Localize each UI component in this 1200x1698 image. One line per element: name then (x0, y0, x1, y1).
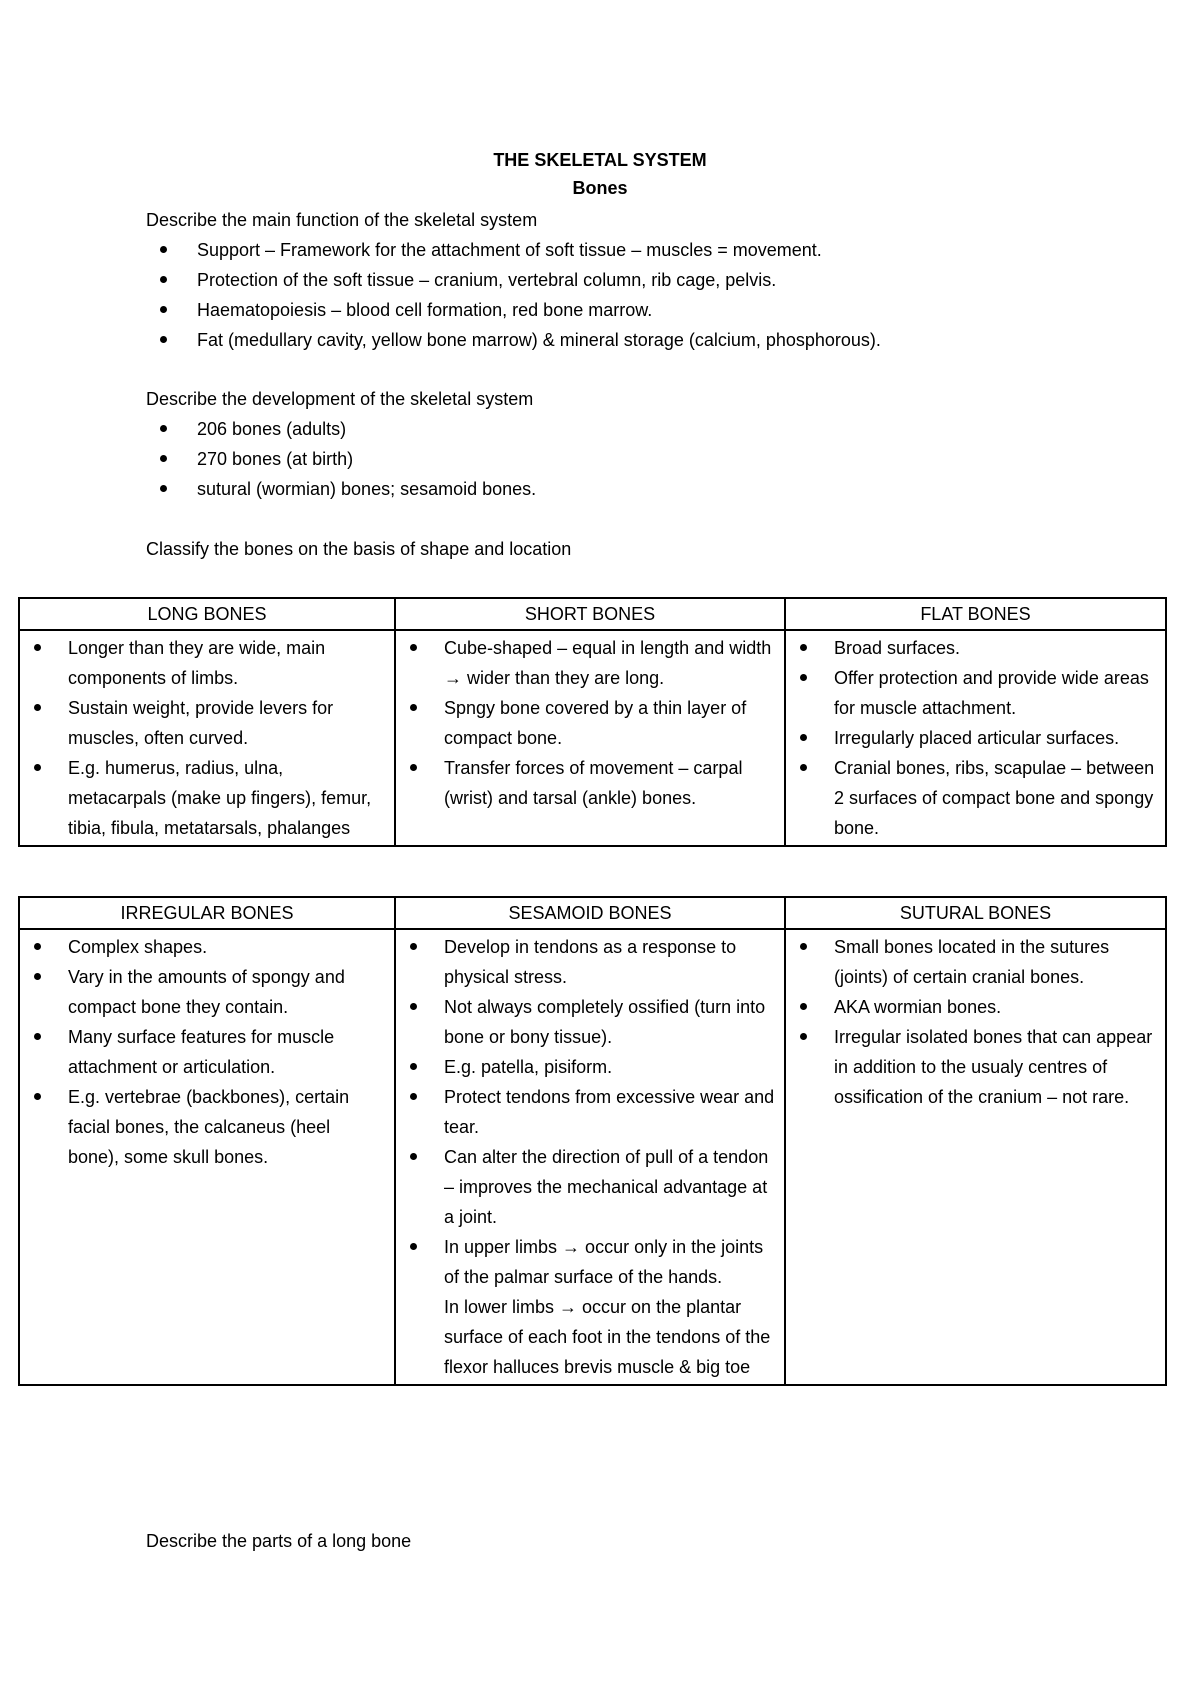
list-item: Longer than they are wide, main components of limbs. (20, 633, 386, 693)
list-item: 206 bones (adults) (146, 414, 1146, 444)
flat-bones-cell (785, 630, 1166, 846)
list-item: Offer protection and provide wide areas for muscle attachment. (786, 663, 1157, 723)
list-item: Cube-shaped – equal in length and width → wider than they are long. (396, 633, 776, 693)
page-subtitle: Bones (572, 178, 628, 198)
list-item: Haematopoiesis – blood cell formation, red bone marrow. (146, 295, 1146, 325)
header-flat-bones: FLAT BONES (785, 598, 1166, 630)
list-item: Vary in the amounts of spongy and compact bone they contain. (20, 962, 386, 1022)
header-sesamoid-bones: SESAMOID BONES (395, 897, 785, 929)
list-item: Broad surfaces. (786, 633, 1157, 663)
list-item: sutural (wormian) bones; sesamoid bones. (146, 474, 1146, 504)
list-item: Protect tendons from excessive wear and tear. (396, 1082, 776, 1142)
list-item: Small bones located in the sutures (joints) of certain cranial bones. (786, 932, 1157, 992)
irregular-bones-cell (19, 929, 395, 1385)
list-item: Spngy bone covered by a thin layer of compact bone. (396, 693, 776, 753)
sutural-bones-cell (785, 929, 1166, 1385)
list-item: 270 bones (at birth) (146, 444, 1146, 474)
function-list (146, 235, 1146, 355)
function-section (146, 205, 1146, 355)
bone-table-2 (18, 896, 1167, 1386)
header-short-bones: SHORT BONES (395, 598, 785, 630)
list-item: Transfer forces of movement – carpal (wrist) and tarsal (ankle) bones. (396, 753, 776, 813)
classify-question: Classify the bones on the basis of shape and location (146, 539, 572, 559)
header-sutural-bones: SUTURAL BONES (785, 897, 1166, 929)
short-bones-cell (395, 630, 785, 846)
sesamoid-bones-cell (395, 929, 785, 1385)
list-item-continuation: In lower limbs → occur on the plantar surface of each foot in the tendons of the flexor halluces brevis muscle & big toe (444, 1297, 771, 1377)
list-item: Not always completely ossified (turn into bone or bony tissue). (396, 992, 776, 1052)
classify-section (146, 534, 1146, 564)
function-question: Describe the main function of the skeletal system (146, 210, 538, 230)
list-item: AKA wormian bones. (786, 992, 1157, 1022)
list-item: Can alter the direction of pull of a tendon – improves the mechanical advantage at a joint. (396, 1142, 776, 1232)
long-bone-section (146, 1526, 1146, 1556)
list-item: In upper limbs → occur only in the joints of the palmar surface of the hands. (396, 1232, 776, 1292)
list-item: Develop in tendons as a response to physical stress. (396, 932, 776, 992)
bone-table-1 (18, 597, 1167, 847)
list-item: Many surface features for muscle attachment or articulation. (20, 1022, 386, 1082)
header-long-bones: LONG BONES (19, 598, 395, 630)
list-item: Fat (medullary cavity, yellow bone marrow) & mineral storage (calcium, phosphorous). (146, 325, 1146, 355)
list-item: Cranial bones, ribs, scapulae – between 2 surfaces of compact bone and spongy bone. (786, 753, 1157, 843)
list-item: Irregular isolated bones that can appear in addition to the usualy centres of ossification of the cranium – not rare. (786, 1022, 1157, 1112)
list-item: Complex shapes. (20, 932, 386, 962)
list-item: Sustain weight, provide levers for muscles, often curved. (20, 693, 386, 753)
development-list (146, 414, 1146, 504)
list-item: E.g. patella, pisiform. (396, 1052, 776, 1082)
list-item: Support – Framework for the attachment of soft tissue – muscles = movement. (146, 235, 1146, 265)
header-irregular-bones: IRREGULAR BONES (19, 897, 395, 929)
list-item: Irregularly placed articular surfaces. (786, 723, 1157, 753)
list-item: Protection of the soft tissue – cranium, vertebral column, rib cage, pelvis. (146, 265, 1146, 295)
long-bones-cell (19, 630, 395, 846)
long-bone-question: Describe the parts of a long bone (146, 1531, 412, 1551)
page-title: THE SKELETAL SYSTEM (493, 150, 707, 170)
development-section (146, 384, 1146, 504)
development-question: Describe the development of the skeletal system (146, 389, 534, 409)
list-item: E.g. humerus, radius, ulna, metacarpals (make up fingers), femur, tibia, fibula, metatarsals, phalanges (20, 753, 386, 843)
list-item: E.g. vertebrae (backbones), certain facial bones, the calcaneus (heel bone), some skull bones. (20, 1082, 386, 1172)
